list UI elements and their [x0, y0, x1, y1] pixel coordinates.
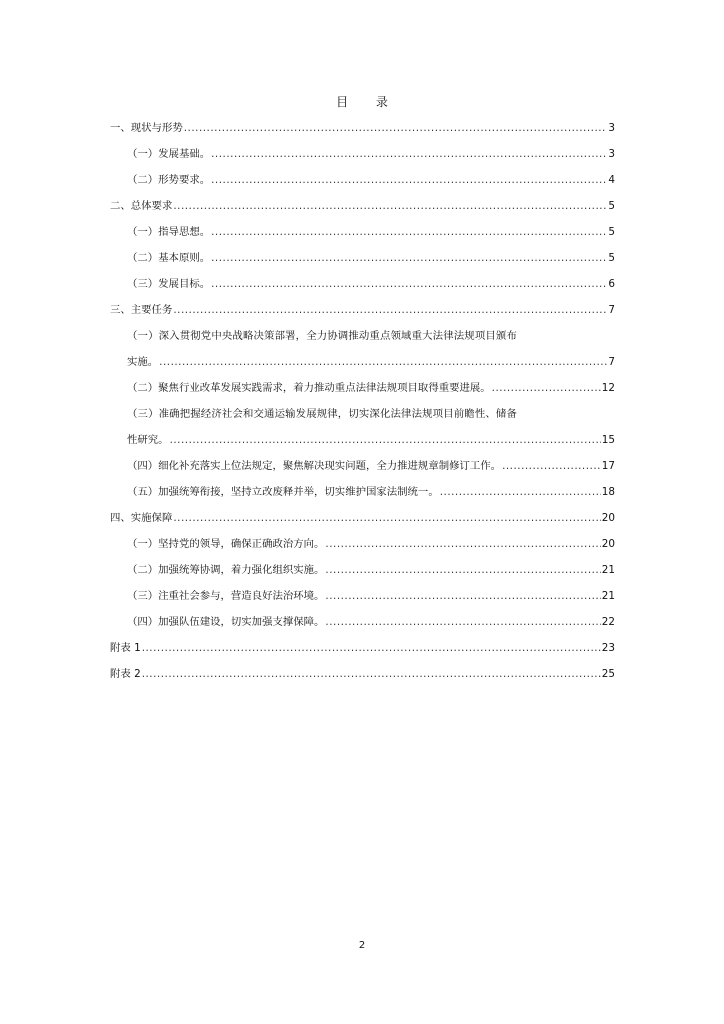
dot-leader — [211, 147, 607, 161]
dot-leader — [170, 433, 601, 447]
toc-entry-text: （五）加强统筹衔接，坚持立改废释并举，切实维护国家法制统一。 — [127, 486, 439, 498]
toc-page-number: 22 — [601, 616, 615, 628]
toc-entry-text: 附表 2 — [110, 668, 141, 680]
dot-leader — [142, 641, 601, 655]
dot-leader — [325, 563, 600, 577]
toc-page-number: 6 — [608, 278, 615, 290]
toc-entry-appendix-1[interactable] — [110, 641, 615, 655]
toc-page-number: 12 — [601, 382, 615, 394]
dot-leader — [211, 251, 607, 265]
toc-page-number: 17 — [601, 460, 615, 472]
toc-entry-task3-line2[interactable] — [127, 433, 615, 447]
toc-page-number: 21 — [601, 590, 615, 602]
toc-entry-requirements[interactable] — [127, 173, 615, 187]
dot-leader — [159, 355, 607, 369]
toc-entry-text: （四）细化补充落实上位法规定，聚焦解决现实问题，全力推进规章制修订工作。 — [127, 460, 502, 472]
toc-entry-leadership[interactable] — [127, 537, 615, 551]
toc-page-number: 25 — [601, 668, 615, 680]
toc-entry-team[interactable] — [127, 615, 615, 629]
toc-entry-tasks[interactable] — [110, 303, 615, 317]
toc-entry-text: （四）加强队伍建设，切实加强支撑保障。 — [127, 616, 325, 628]
toc-entry-text: （一）坚持党的领导，确保正确政治方向。 — [127, 538, 325, 550]
toc-entry-text: （二）基本原则。 — [127, 252, 211, 264]
toc-entry-text: （一）指导思想。 — [127, 226, 211, 238]
toc-entry-text: 性研究。 — [127, 434, 169, 446]
toc-entry-text: （一）发展基础。 — [127, 148, 211, 160]
dot-leader — [440, 485, 601, 499]
toc-entry-text: （二）聚焦行业改革发展实践需求，着力推动重点法律法规项目取得重要进展。 — [127, 382, 491, 394]
toc-entry-text: 四、实施保障 — [110, 512, 173, 524]
toc-page-number: 7 — [608, 304, 615, 316]
dot-leader — [142, 667, 601, 681]
page-title: 目 录 — [336, 95, 400, 109]
toc-entry-task1-line1[interactable]: （一）深入贯彻党中央战略决策部署，全力协调推动重点领域重大法律法规项目颁布 — [127, 330, 517, 342]
toc-page-number: 5 — [608, 226, 615, 238]
dot-leader — [184, 121, 608, 135]
toc-entry-task4[interactable] — [127, 459, 615, 473]
toc-page-number: 20 — [601, 538, 615, 550]
toc-entry-overall[interactable] — [110, 199, 615, 213]
toc-entry-goals[interactable] — [127, 277, 615, 291]
dot-leader — [492, 381, 601, 395]
toc-entry-text: （二）形势要求。 — [127, 174, 211, 186]
toc-entry-task2[interactable] — [127, 381, 615, 395]
toc-entry-situation[interactable] — [110, 121, 615, 135]
dot-leader — [173, 303, 607, 317]
toc-entry-safeguards[interactable] — [110, 511, 615, 525]
toc-page-number: 3 — [608, 122, 615, 134]
toc-page-number: 23 — [601, 642, 615, 654]
toc-entry-text: （三）发展目标。 — [127, 278, 211, 290]
toc-page-number: 3 — [608, 148, 615, 160]
toc-entry-text: 实施。 — [127, 356, 159, 368]
dot-leader — [325, 589, 600, 603]
page-number: 2 — [358, 940, 366, 951]
toc-page-number: 4 — [608, 174, 615, 186]
toc-page-number: 20 — [601, 512, 615, 524]
toc-page-number: 18 — [601, 486, 615, 498]
dot-leader — [211, 225, 607, 239]
toc-entry-task3-line1[interactable]: （三）准确把握经济社会和交通运输发展规律，切实深化法律法规项目前瞻性、储备 — [127, 408, 517, 420]
toc-page-number: 21 — [601, 564, 615, 576]
toc-entry-participation[interactable] — [127, 589, 615, 603]
toc-entry-task1-line2[interactable] — [127, 355, 615, 369]
toc-entry-text: （二）加强统筹协调，着力强化组织实施。 — [127, 564, 325, 576]
toc-entry-text: 一、现状与形势 — [110, 122, 183, 134]
toc-entry-text: 附表 1 — [110, 642, 141, 654]
toc-entry-text: 二、总体要求 — [110, 200, 173, 212]
toc-entry-principles[interactable] — [127, 251, 615, 265]
toc-entry-coordination[interactable] — [127, 563, 615, 577]
toc-page-number: 15 — [601, 434, 615, 446]
dot-leader — [325, 537, 600, 551]
toc-page-number: 7 — [608, 356, 615, 368]
toc-entry-appendix-2[interactable] — [110, 667, 615, 681]
toc-page-number: 5 — [608, 200, 615, 212]
dot-leader — [211, 277, 607, 291]
dot-leader — [502, 459, 601, 473]
toc-entry-task5[interactable] — [127, 485, 615, 499]
dot-leader — [211, 173, 607, 187]
toc-entry-foundation[interactable] — [127, 147, 615, 161]
dot-leader — [173, 199, 607, 213]
toc-page-number: 5 — [608, 252, 615, 264]
toc-entry-text: （三）注重社会参与，营造良好法治环境。 — [127, 590, 325, 602]
dot-leader — [325, 615, 600, 629]
dot-leader — [173, 511, 600, 525]
toc-entry-guiding[interactable] — [127, 225, 615, 239]
toc-entry-text: 三、主要任务 — [110, 304, 173, 316]
